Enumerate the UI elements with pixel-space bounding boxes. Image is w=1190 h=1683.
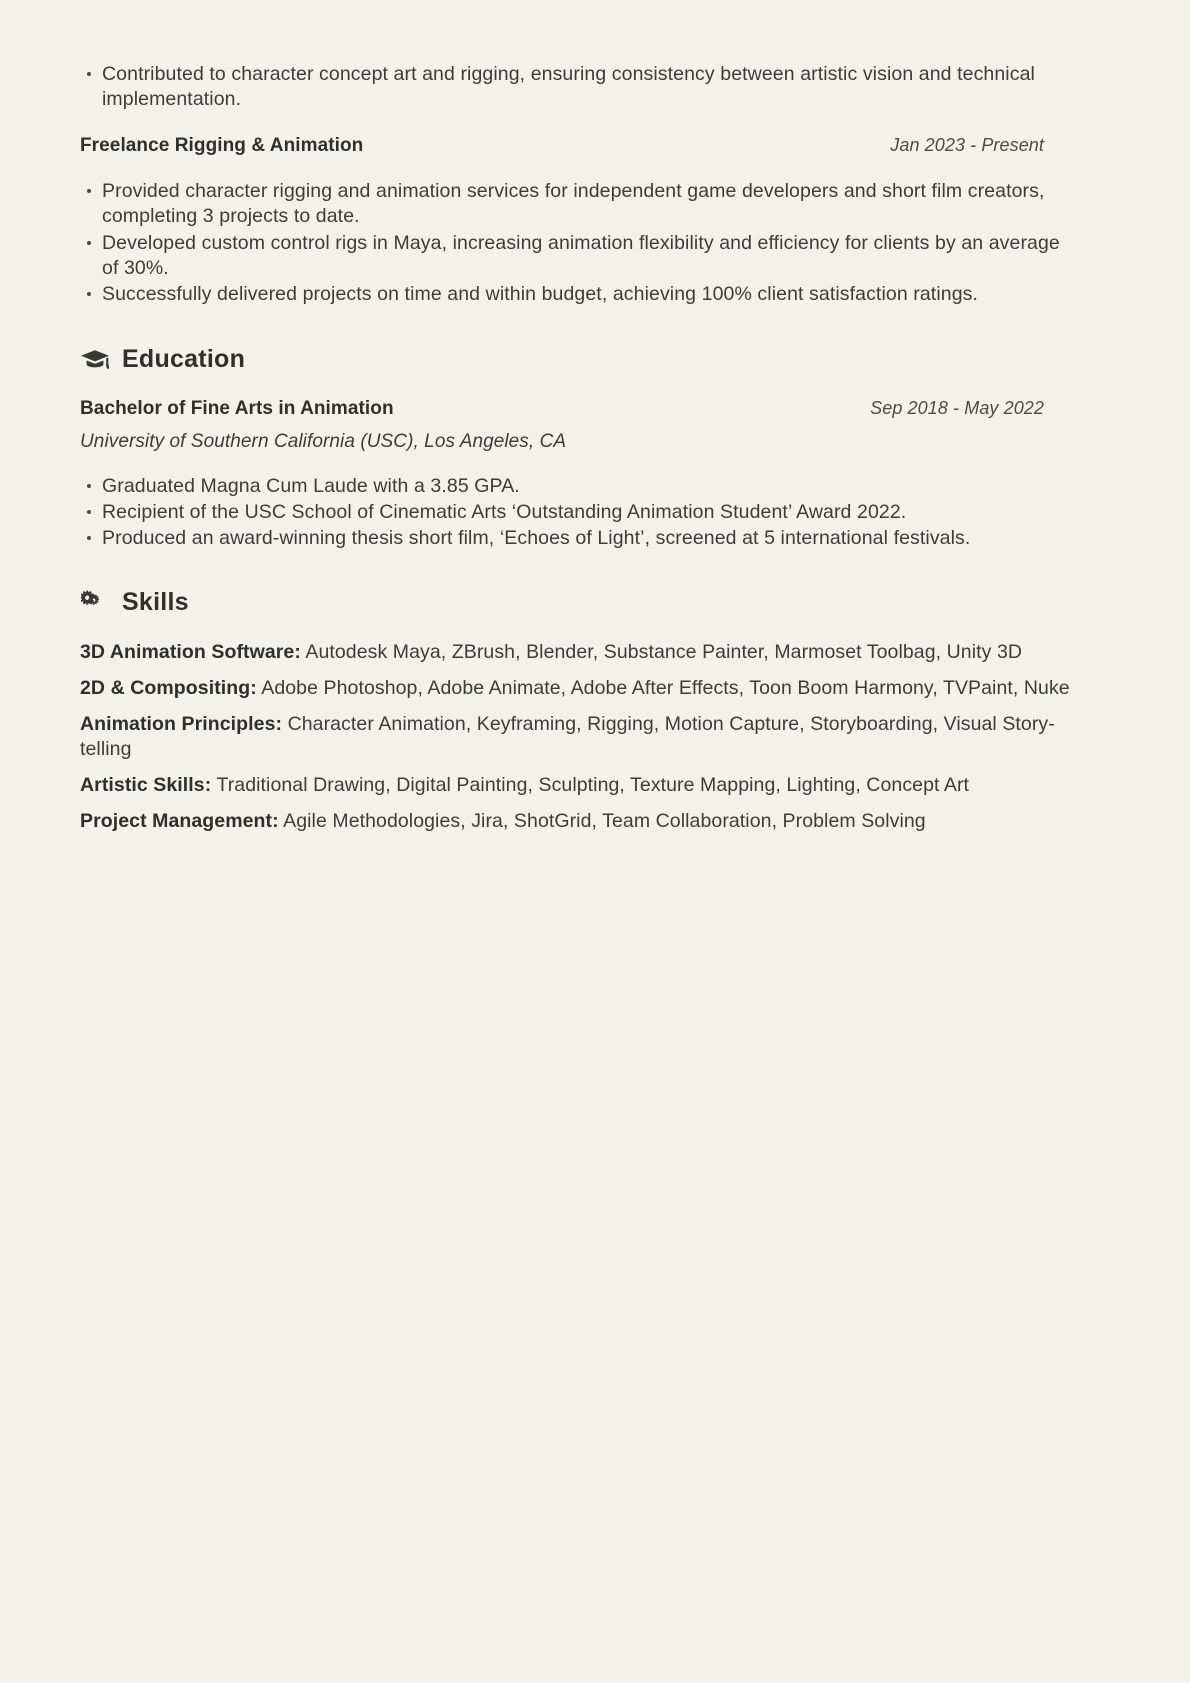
experience-entry-title: Freelance Rigging & Animation bbox=[80, 135, 364, 157]
section-title-skills: Skills bbox=[122, 587, 189, 616]
skill-row bbox=[80, 809, 1072, 834]
skill-items: Traditional Drawing, Digital Painting, Sculpting, Texture Mapping, Lighting, Concept Art bbox=[216, 774, 970, 797]
list-item: Developed custom control rigs in Maya, increasing animation flexibility and efficiency for clients by an average of 30%. bbox=[80, 231, 1072, 281]
list-item: Recipient of the USC School of Cinematic Arts ‘Outstanding Animation Student’ Award 2022. bbox=[80, 500, 1072, 525]
skill-row bbox=[80, 712, 1072, 762]
skill-items: Agile Methodologies, Jira, ShotGrid, Team Collaboration, Problem Solving bbox=[283, 810, 926, 833]
list-item: Produced an award-winning thesis short film, ‘Echoes of Light’, screened at 5 international festivals. bbox=[80, 526, 1072, 551]
skill-category: Animation Principles: bbox=[80, 713, 283, 736]
education-institution: University of Southern California (USC), Los Angeles, CA bbox=[80, 430, 567, 452]
experience-trailing-bullets bbox=[80, 62, 1072, 112]
list-item: Provided character rigging and animation services for independent game developers and short film creators, completing 3 projects to date. bbox=[80, 179, 1072, 229]
skill-category: Project Management: bbox=[80, 810, 279, 833]
section-title-education: Education bbox=[122, 345, 246, 374]
list-item: Successfully delivered projects on time and within budget, achieving 100% client satisfaction ratings. bbox=[80, 282, 1072, 307]
skill-row bbox=[80, 640, 1072, 665]
section-header-education bbox=[80, 345, 1072, 375]
experience-entry-bullets bbox=[80, 179, 1072, 307]
experience-entry-header bbox=[80, 135, 1072, 157]
education-entry-title: Bachelor of Fine Arts in Animation bbox=[80, 397, 394, 419]
section-header-skills bbox=[80, 587, 1072, 617]
education-entry-date: Sep 2018 - May 2022 bbox=[870, 397, 1044, 418]
skill-items: Autodesk Maya, ZBrush, Blender, Substance Painter, Marmoset Toolbag, Unity 3D bbox=[305, 641, 1023, 664]
education-bullets bbox=[80, 474, 1072, 551]
skill-items: Adobe Photoshop, Adobe Animate, Adobe After Effects, Toon Boom Harmony, TVPaint, Nuke bbox=[261, 677, 1070, 700]
list-item: Contributed to character concept art and rigging, ensuring consistency between artistic vision and technical implementation. bbox=[80, 62, 1072, 112]
list-item: Graduated Magna Cum Laude with a 3.85 GPA. bbox=[80, 474, 1072, 499]
education-entry-header bbox=[80, 398, 1072, 420]
skill-row bbox=[80, 773, 1072, 798]
skill-category: 2D & Compositing: bbox=[80, 677, 257, 700]
skill-items: Character Animation, Keyframing, Rigging, Motion Capture, Storyboarding, Visual Story-telling bbox=[80, 713, 1055, 761]
gears-icon bbox=[80, 587, 110, 617]
graduation-cap-icon bbox=[80, 345, 110, 375]
experience-entry-date: Jan 2023 - Present bbox=[890, 135, 1044, 156]
skill-category: 3D Animation Software: bbox=[80, 641, 301, 664]
skill-category: Artistic Skills: bbox=[80, 774, 212, 797]
skill-row bbox=[80, 676, 1072, 701]
